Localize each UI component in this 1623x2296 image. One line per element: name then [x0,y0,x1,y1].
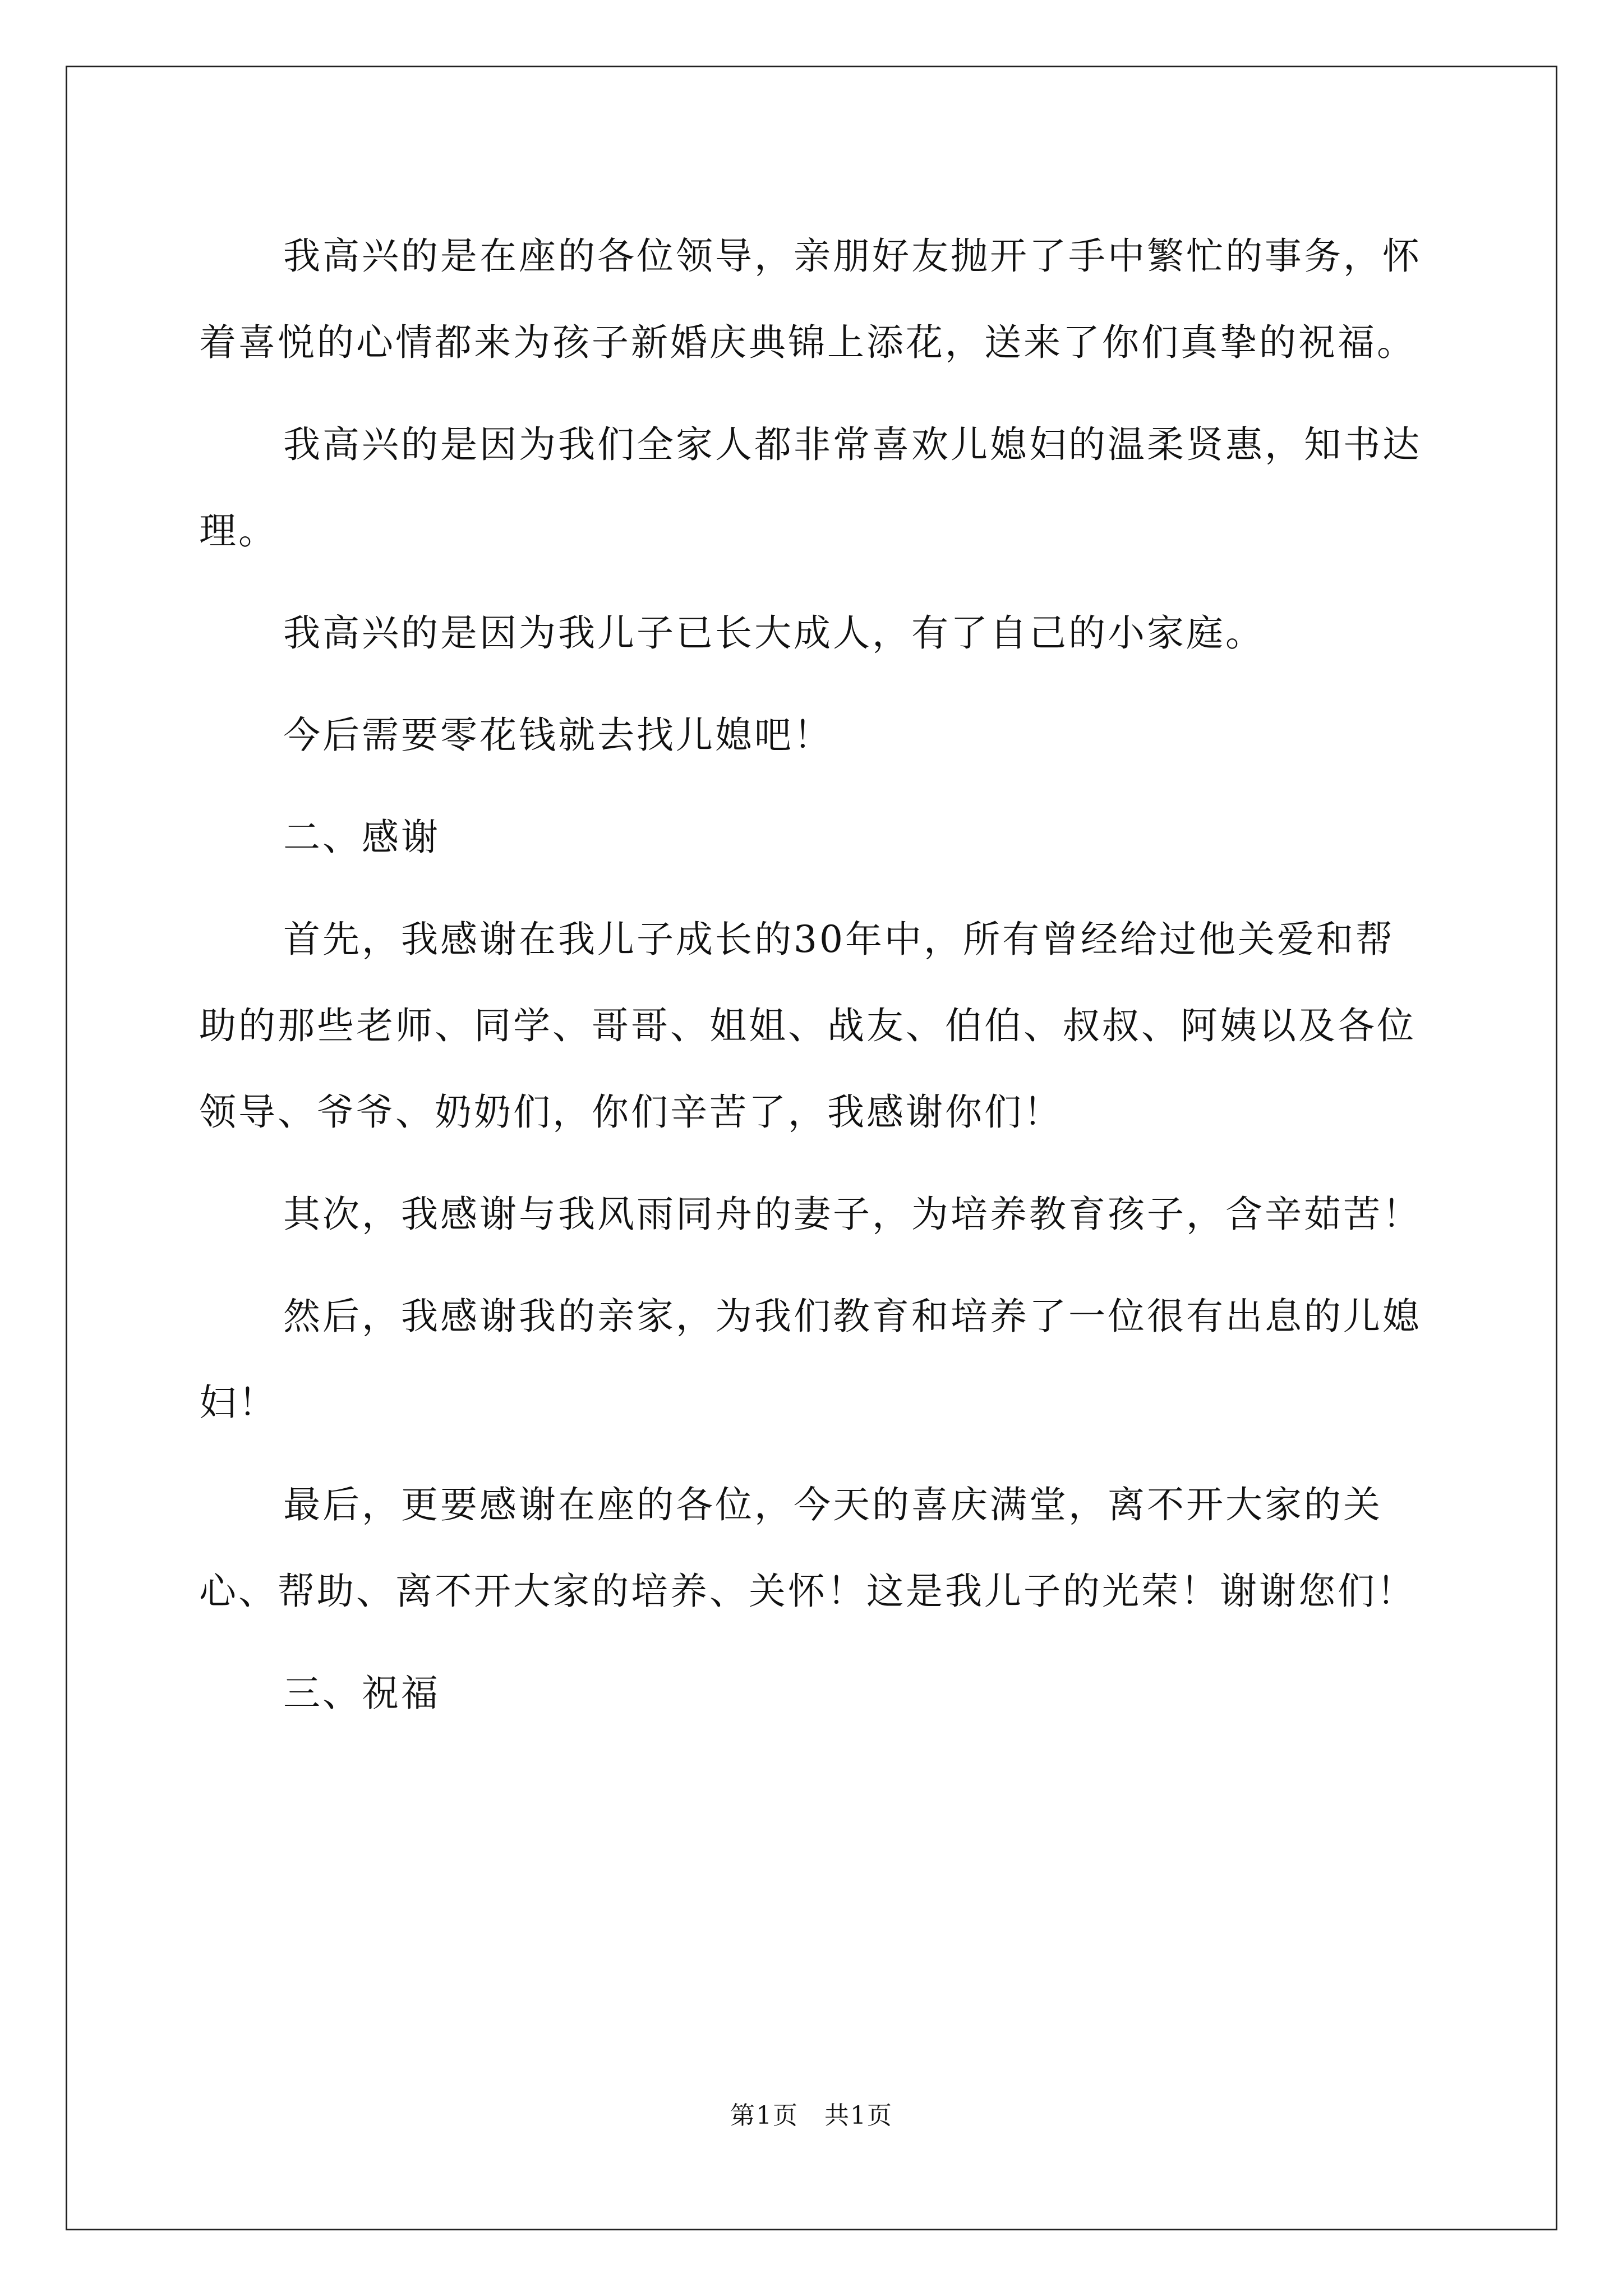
paragraph-5: 首先，我感谢在我儿子成长的30年中，所有曾经给过他关爱和帮助的那些老师、同学、哥哥、姐姐、战友、伯伯、叔叔、阿姨以及各位领导、爷爷、奶奶们，你们辛苦了，我感谢你们！ [199,918,1416,1134]
paragraph-3: 我高兴的是因为我儿子已长大成人，有了自己的小家庭。 [283,611,1265,655]
paragraph-2: 我高兴的是因为我们全家人都非常喜欢儿媳妇的温柔贤惠，知书达理。 [199,423,1422,553]
paragraph-6: 其次，我感谢与我风雨同舟的妻子，为培养教育孩子，含辛茹苦！ [283,1193,1422,1236]
paragraph-1: 我高兴的是在座的各位领导，亲朋好友抛开了手中繁忙的事务，怀着喜悦的心情都来为孩子新婚庆典锦上添花，送来了你们真挚的祝福。 [199,234,1422,364]
paragraph-4: 今后需要零花钱就去找儿媳吧！ [283,714,833,757]
page-footer: 第1页 共1页 [730,2101,893,2130]
section-heading-blessing: 三、祝福 [283,1672,440,1715]
document-body [199,213,1433,1752]
section-heading-thanks: 二、感谢 [283,816,440,859]
paragraph-7: 然后，我感谢我的亲家，为我们教育和培养了一位很有出息的儿媳妇！ [199,1295,1422,1424]
paragraph-8: 最后，更要感谢在座的各位，今天的喜庆满堂，离不开大家的关心、帮助、离不开大家的培养、关怀！这是我儿子的光荣！谢谢您们！ [199,1483,1416,1613]
